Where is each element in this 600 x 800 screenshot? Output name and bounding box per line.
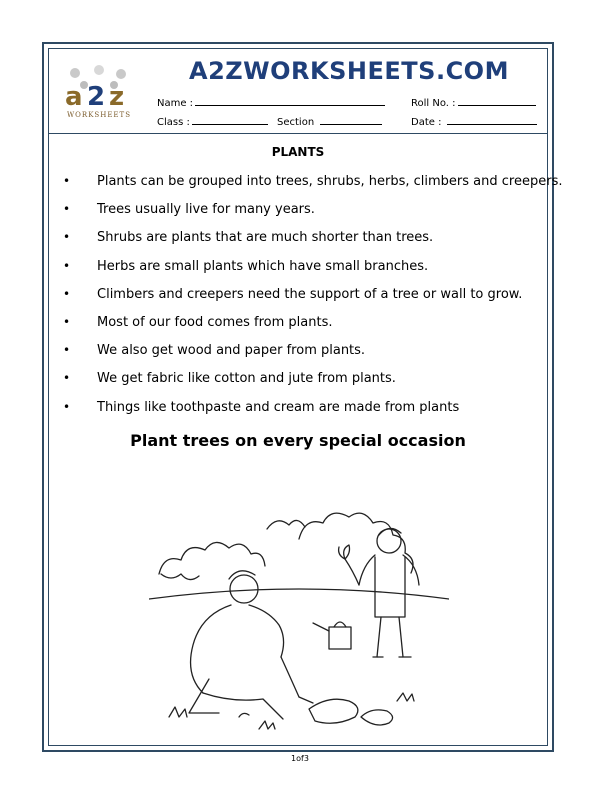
date-field <box>411 115 537 128</box>
page-number: 1of3 <box>291 754 309 763</box>
site-title: A2ZWORKSHEETS.COM <box>189 57 509 85</box>
date-blank[interactable] <box>447 115 537 125</box>
name-label: Name : <box>157 98 194 109</box>
date-label: Date : <box>411 117 442 128</box>
a2z-logo <box>59 63 139 121</box>
slogan: Plant trees on every special occasion <box>130 431 466 450</box>
header-divider <box>49 133 547 134</box>
bullet-icon: • <box>63 202 71 217</box>
fact-item <box>57 259 547 287</box>
fact-item <box>57 315 547 343</box>
bullet-icon: • <box>63 230 71 245</box>
fact-text: Herbs are small plants which have small branches. <box>97 258 429 274</box>
bullet-icon: • <box>63 314 71 329</box>
watering-can <box>313 622 351 649</box>
facts-list <box>57 174 563 428</box>
bullet-icon: • <box>63 174 71 188</box>
bullet-icon: • <box>63 399 71 414</box>
svg-text:a: a <box>65 82 83 112</box>
fact-item <box>57 202 547 230</box>
bush-left <box>159 542 265 574</box>
svg-text:z: z <box>109 82 125 112</box>
grass-tuft <box>169 707 187 717</box>
fact-text: Climbers and creepers need the support of a tree or wall to grow. <box>97 286 523 302</box>
name-blank[interactable] <box>195 96 385 106</box>
class-blank[interactable] <box>192 115 268 125</box>
roll-field <box>411 96 536 109</box>
bullet-icon: • <box>63 343 71 358</box>
fact-text: Plants can be grouped into trees, shrubs, herbs, climbers and creepers. <box>97 174 563 189</box>
worksheet-title: PLANTS <box>271 145 325 159</box>
bullet-icon: • <box>63 258 71 273</box>
fact-item <box>57 400 547 428</box>
inner-border <box>48 48 563 746</box>
planting-illustration <box>149 479 449 744</box>
name-field <box>157 96 385 109</box>
class-label: Class : <box>157 117 190 128</box>
roll-blank[interactable] <box>458 96 536 106</box>
svg-text:2: 2 <box>87 82 106 112</box>
fact-text: Most of our food comes from plants. <box>97 314 333 330</box>
bullet-icon: • <box>63 371 71 386</box>
bullet-icon: • <box>63 286 71 301</box>
fact-text: Shrubs are plants that are much shorter than trees. <box>97 230 434 246</box>
fact-item <box>57 287 547 315</box>
bush-right <box>299 513 413 573</box>
section-field <box>277 115 382 128</box>
fact-text: Trees usually live for many years. <box>97 202 315 218</box>
soil-mound <box>309 699 358 723</box>
fact-item <box>57 343 547 371</box>
fact-item <box>57 174 563 202</box>
class-field <box>157 115 268 128</box>
svg-text:WORKSHEETS: WORKSHEETS <box>66 111 132 119</box>
fact-item <box>57 230 547 258</box>
fact-text: Things like toothpaste and cream are made from plants <box>97 399 460 415</box>
roll-label: Roll No. : <box>411 98 456 109</box>
fact-text: We get fabric like cotton and jute from plants. <box>97 371 396 387</box>
section-blank[interactable] <box>320 115 382 125</box>
page-border <box>42 42 563 752</box>
fact-text: We also get wood and paper from plants. <box>97 343 366 359</box>
section-label: Section <box>277 117 315 128</box>
fact-item <box>57 371 547 399</box>
